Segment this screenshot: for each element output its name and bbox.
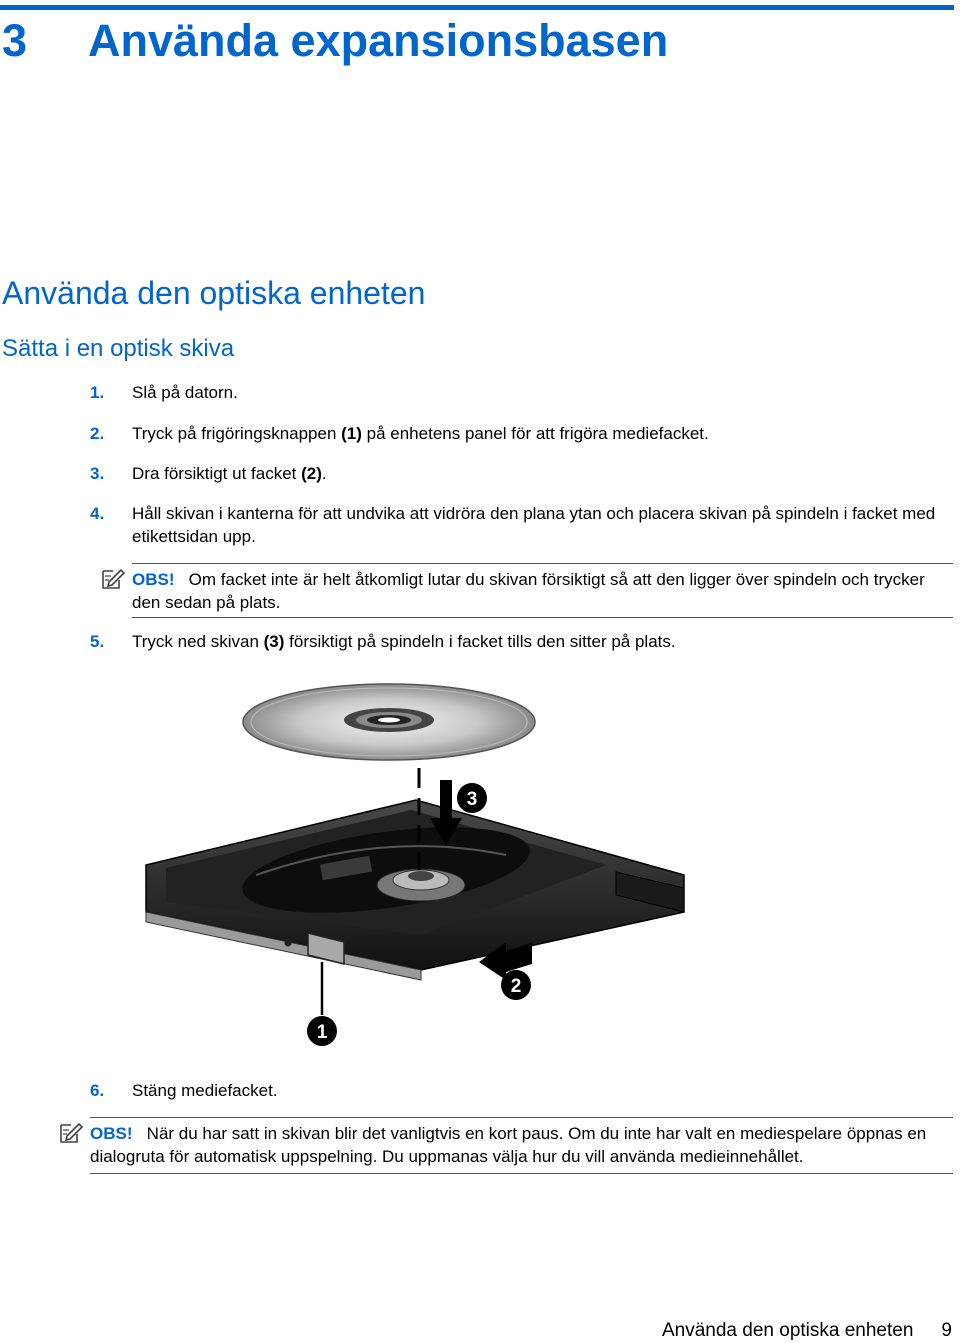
step-text-part: Dra försiktigt ut facket xyxy=(132,464,302,483)
step-5 xyxy=(90,630,956,653)
note-label: OBS! xyxy=(90,1124,133,1143)
disc xyxy=(243,684,535,760)
chapter-title-text: Använda expansionsbasen xyxy=(88,15,669,66)
callout-2 xyxy=(501,970,531,1000)
top-rule xyxy=(0,5,954,10)
note-box xyxy=(90,1117,953,1174)
callout-ref: (1) xyxy=(341,424,362,443)
step-text: Stäng mediefacket. xyxy=(132,1081,278,1100)
step-text: Slå på datorn. xyxy=(132,383,238,402)
step-text: Håll skivan i kanterna för att undvika att vidröra den plana ytan och placera skivan på spindeln i facket med etikettsidan upp. xyxy=(132,504,936,546)
step-text-part: försiktigt på spindeln i facket tills den sitter på plats. xyxy=(284,632,676,651)
page-number: 9 xyxy=(941,1320,952,1341)
callout-3 xyxy=(457,783,487,813)
step-1 xyxy=(90,381,956,404)
step-text-part: på enhetens panel för att frigöra mediefacket. xyxy=(361,424,709,443)
step-text xyxy=(132,630,956,653)
svg-text:2: 2 xyxy=(510,976,522,997)
optical-drive-illustration xyxy=(136,680,696,1050)
section-title: Använda den optiska enheten xyxy=(2,275,426,311)
callout-ref: (3) xyxy=(263,632,285,651)
step-text-part: . xyxy=(321,464,327,483)
step-number: 1. xyxy=(90,383,105,402)
step-number: 5. xyxy=(90,632,105,651)
step-text-part: Tryck på frigöringsknappen xyxy=(132,424,342,443)
chapter-title xyxy=(2,14,668,68)
note-text: Om facket inte är helt åtkomligt lutar du skivan försiktigt så att den ligger över spindeln och trycker den sedan på plats. xyxy=(132,570,925,612)
callout-1 xyxy=(307,1016,337,1046)
step-text xyxy=(132,422,956,445)
footer-title: Använda den optiska enheten xyxy=(661,1320,914,1341)
callout-ref: (2) xyxy=(301,464,322,483)
step-text xyxy=(132,462,956,485)
note-box xyxy=(132,563,953,618)
drive-tray xyxy=(146,800,684,980)
step-2 xyxy=(90,422,956,445)
svg-text:1: 1 xyxy=(316,1022,328,1043)
note-pencil-icon xyxy=(100,567,126,591)
svg-text:3: 3 xyxy=(466,789,478,810)
step-number: 3. xyxy=(90,464,105,483)
note-label: OBS! xyxy=(132,570,175,589)
chapter-number: 3 xyxy=(2,15,28,66)
step-3 xyxy=(90,462,956,485)
note-pencil-icon xyxy=(58,1121,84,1145)
page-footer xyxy=(662,1319,952,1343)
step-number: 6. xyxy=(90,1081,105,1100)
note-text: När du har satt in skivan blir det vanligtvis en kort paus. Om du inte har valt en mediespelare öppnas en dialogruta för automatisk uppspelning. Du uppmanas välja hur du vill använda medieinnehållet. xyxy=(90,1124,927,1166)
step-number: 2. xyxy=(90,424,105,443)
subsection-title: Sätta i en optisk skiva xyxy=(2,335,235,362)
step-number: 4. xyxy=(90,504,105,523)
step-4 xyxy=(90,502,956,548)
step-text-part: Tryck ned skivan xyxy=(132,632,264,651)
step-6 xyxy=(90,1079,956,1102)
